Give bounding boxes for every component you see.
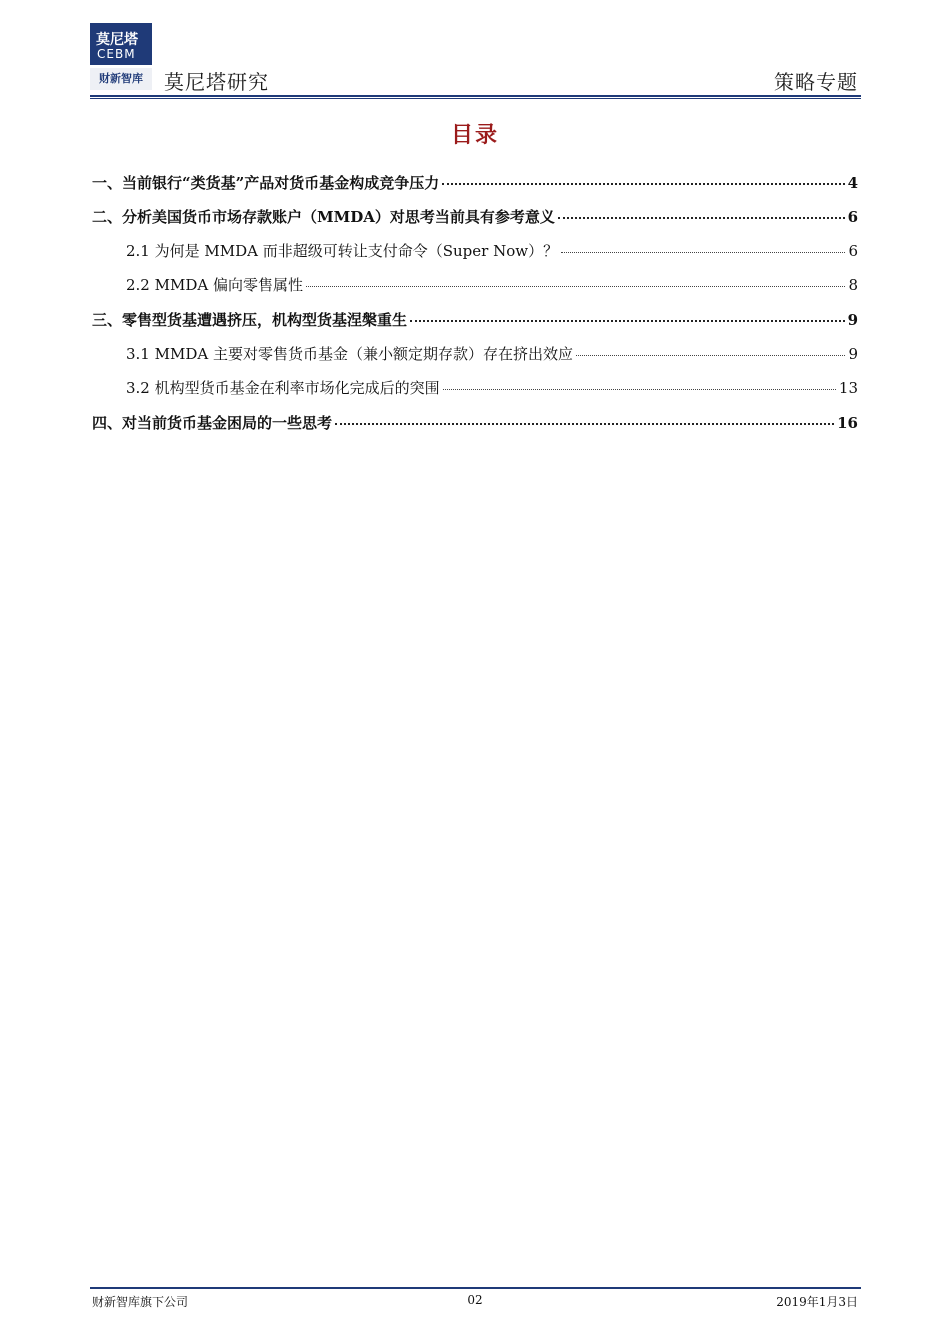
toc-entry-label: 一、当前银行“类货基”产品对货币基金构成竞争压力 xyxy=(92,174,440,192)
toc-leader-dots xyxy=(576,355,845,356)
logo-chinese-text: 莫尼塔 xyxy=(96,32,138,48)
toc-entry-2-2[interactable] xyxy=(126,274,858,295)
toc-entry-label: 3.1 MMDA 主要对零售货币基金（兼小额定期存款）存在挤出效应 xyxy=(126,345,573,363)
toc-entry-label: 2.2 MMDA 偏向零售属性 xyxy=(126,276,303,294)
footer-date: 2019年1月3日 xyxy=(776,1295,858,1309)
logo xyxy=(90,23,152,65)
toc-entry-label: 3.2 机构型货币基金在利率市场化完成后的突围 xyxy=(126,379,440,397)
header-title: 莫尼塔研究 xyxy=(164,70,269,94)
toc-entry-4[interactable] xyxy=(92,412,858,433)
toc-entry-3-1[interactable] xyxy=(126,343,858,364)
toc-entry-page: 8 xyxy=(848,276,858,294)
toc-entry-label: 四、对当前货币基金困局的一些思考 xyxy=(92,414,333,432)
toc-entry-page: 9 xyxy=(847,311,858,329)
toc-leader-dots xyxy=(442,183,844,185)
toc-leader-dots xyxy=(410,320,845,322)
toc-entry-page: 6 xyxy=(848,242,858,260)
toc-entry-label: 三、零售型货基遭遇挤压，机构型货基涅槃重生 xyxy=(92,311,408,329)
toc-entry-page: 9 xyxy=(848,345,858,363)
toc-leader-dots xyxy=(443,389,836,390)
toc-entry-3[interactable] xyxy=(92,309,858,330)
toc-title: 目录 xyxy=(450,122,499,148)
toc-entry-1[interactable] xyxy=(92,172,858,193)
toc-entry-label: 2.1 为何是 MMDA 而非超级可转让支付命令（Super Now）？ xyxy=(126,242,559,260)
toc-leader-dots xyxy=(335,423,834,425)
toc-entry-label: 二、分析美国货币市场存款账户（MMDA）对思考当前具有参考意义 xyxy=(92,208,555,226)
page-number: 02 xyxy=(467,1293,483,1307)
footer-company: 财新智库旗下公司 xyxy=(92,1295,189,1309)
header-divider-thin xyxy=(90,98,861,99)
toc-entry-page: 16 xyxy=(837,414,858,432)
footer-divider xyxy=(90,1287,861,1289)
header-category: 策略专题 xyxy=(774,70,858,94)
toc-entry-2[interactable] xyxy=(92,206,858,227)
toc-entry-page: 6 xyxy=(847,208,858,226)
toc-leader-dots xyxy=(306,286,845,287)
toc-leader-dots xyxy=(561,252,845,253)
toc-leader-dots xyxy=(558,217,845,219)
logo-english-text: CEBM xyxy=(97,47,136,61)
toc-entry-3-2[interactable] xyxy=(126,377,858,398)
toc-entry-2-1[interactable] xyxy=(126,240,858,261)
toc-entry-page: 4 xyxy=(847,174,858,192)
logo-subtitle: 财新智库 xyxy=(90,68,152,90)
toc-entry-page: 13 xyxy=(838,379,858,397)
header-divider xyxy=(90,95,861,97)
